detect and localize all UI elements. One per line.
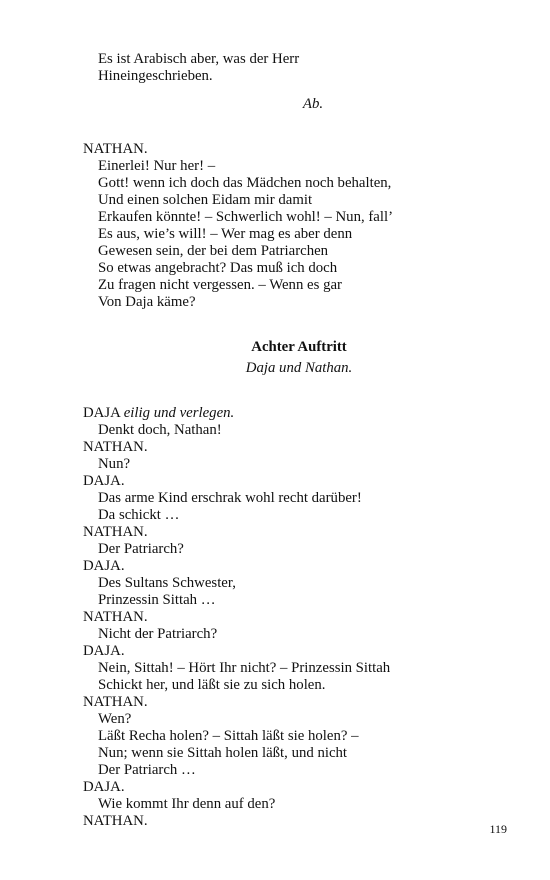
speaker-name: DAJA.	[83, 643, 125, 659]
verse-line: So etwas angebracht? Das muß ich doch	[98, 260, 338, 276]
verse-line: Nicht der Patriarch?	[98, 626, 218, 642]
verse-line: Da schickt …	[98, 507, 180, 523]
verse-line: Wie kommt Ihr denn auf den?	[98, 796, 276, 812]
verse-line: Nun?	[98, 456, 131, 472]
spacer	[83, 311, 503, 328]
scene-persons: Daja und Nathan.	[245, 360, 353, 376]
verse-line: Erkaufen könnte! – Schwerlich wohl! – Nun, fall’	[98, 209, 394, 225]
verse-line: Nun; wenn sie Sittah holen läßt, und nicht	[98, 745, 348, 761]
verse-line: Der Patriarch …	[98, 762, 196, 778]
verse-line: Denkt doch, Nathan!	[98, 422, 222, 438]
speaker-name: DAJA.	[83, 779, 125, 795]
spacer	[83, 377, 503, 394]
scene-title: Achter Auftritt	[251, 339, 347, 355]
speaker-line	[83, 405, 503, 422]
speaker-name: NATHAN.	[83, 439, 148, 455]
verse-line: Prinzessin Sittah …	[98, 592, 216, 608]
verse-line: Hineingeschrieben.	[98, 68, 213, 84]
speaker-name: DAJA.	[83, 473, 125, 489]
verse-line: Gott! wenn ich doch das Mädchen noch behalten,	[98, 175, 392, 191]
speaker-name: NATHAN.	[83, 141, 148, 157]
verse-line: Von Daja käme?	[98, 294, 196, 310]
speaker-name: DAJA.	[83, 558, 125, 574]
speaker-name: NATHAN.	[83, 524, 148, 540]
stage-direction: eilig und verlegen.	[123, 405, 235, 421]
verse-line: Das arme Kind erschrak wohl recht darüber!	[98, 490, 362, 506]
spacer	[83, 113, 503, 130]
verse-line: Schickt her, und läßt sie zu sich holen.	[98, 677, 326, 693]
verse-line: Zu fragen nicht vergessen. – Wenn es gar	[98, 277, 342, 293]
verse-line: Des Sultans Schwester,	[98, 575, 236, 591]
stage-direction: Ab.	[302, 96, 324, 112]
spacer	[83, 394, 503, 405]
verse-line: Wen?	[98, 711, 132, 727]
verse-line: Es ist Arabisch aber, was der Herr	[98, 51, 300, 67]
page-number: 119	[489, 822, 507, 836]
spacer	[83, 328, 503, 339]
verse-line: Nein, Sittah! – Hört Ihr nicht? – Prinzessin Sittah	[98, 660, 391, 676]
verse-line: Und einen solchen Eidam mir damit	[98, 192, 313, 208]
spacer	[83, 85, 503, 96]
speaker-name: NATHAN.	[83, 609, 148, 625]
speaker-name: NATHAN.	[83, 694, 148, 710]
verse-line: Einerlei! Nur her! –	[98, 158, 216, 174]
speaker-name: DAJA	[83, 405, 120, 421]
speaker-name: NATHAN.	[83, 813, 148, 829]
spacer	[83, 130, 503, 141]
verse-line: Der Patriarch?	[98, 541, 184, 557]
verse-line: Läßt Recha holen? – Sittah läßt sie holen? –	[98, 728, 359, 744]
verse-line: Gewesen sein, der bei dem Patriarchen	[98, 243, 329, 259]
book-page	[83, 51, 503, 830]
verse-line: Es aus, wie’s will! – Wer mag es aber denn	[98, 226, 353, 242]
